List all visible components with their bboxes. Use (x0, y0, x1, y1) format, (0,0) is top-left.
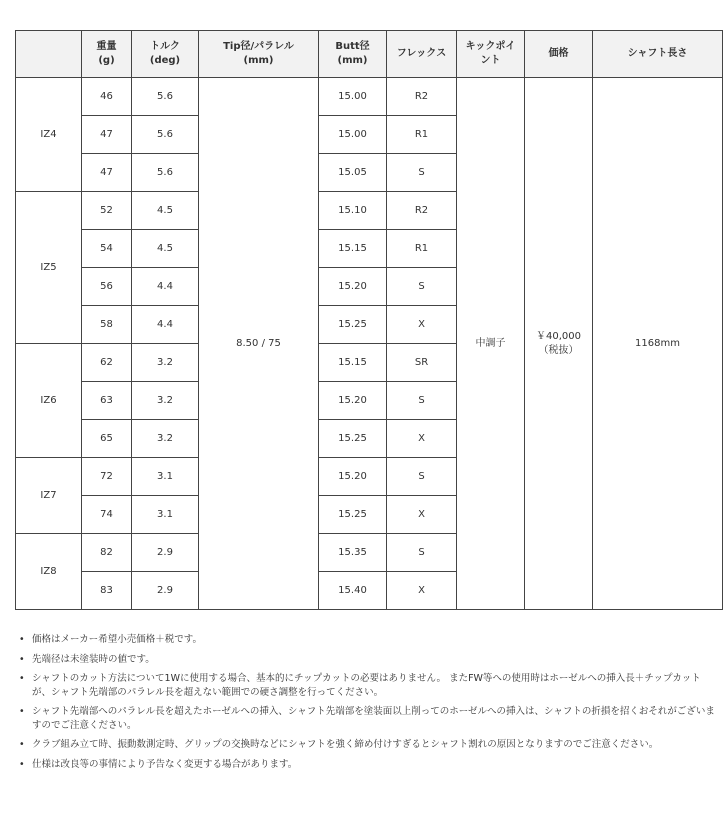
torque-cell: 4.5 (132, 230, 199, 268)
tip-parallel-cell: 8.50 / 75 (199, 78, 319, 610)
butt-cell: 15.20 (319, 382, 387, 420)
butt-cell: 15.00 (319, 78, 387, 116)
butt-cell: 15.25 (319, 306, 387, 344)
note-item: • 仕様は改良等の事情により予告なく変更する場合があります。 (15, 758, 715, 772)
torque-cell: 5.6 (132, 116, 199, 154)
flex-cell: R1 (387, 116, 457, 154)
torque-cell: 3.1 (132, 496, 199, 534)
header-model (16, 31, 82, 78)
weight-cell: 46 (82, 78, 132, 116)
note-item: • 先端径は未塗装時の値です。 (15, 653, 715, 667)
torque-cell: 4.5 (132, 192, 199, 230)
weight-cell: 82 (82, 534, 132, 572)
weight-cell: 62 (82, 344, 132, 382)
flex-cell: R2 (387, 78, 457, 116)
butt-cell: 15.00 (319, 116, 387, 154)
header-price: 価格 (525, 31, 593, 78)
flex-cell: S (387, 534, 457, 572)
flex-cell: X (387, 420, 457, 458)
torque-cell: 3.1 (132, 458, 199, 496)
flex-cell: X (387, 306, 457, 344)
torque-cell: 4.4 (132, 268, 199, 306)
butt-cell: 15.40 (319, 572, 387, 610)
butt-cell: 15.25 (319, 420, 387, 458)
header-row (16, 31, 723, 78)
weight-cell: 58 (82, 306, 132, 344)
note-item: • シャフト先端部へのパラレル長を超えたホーゼルへの挿入、シャフト先端部を塗装面以上削ってのホーゼルへの挿入は、シャフトの折損を招くおそれがございますのでご注意ください。 (15, 705, 715, 732)
flex-cell: SR (387, 344, 457, 382)
butt-cell: 15.35 (319, 534, 387, 572)
torque-cell: 3.2 (132, 420, 199, 458)
header-weight: 重量 (g) (82, 31, 132, 78)
torque-cell: 2.9 (132, 572, 199, 610)
shaft-length-cell: 1168mm (593, 78, 723, 610)
weight-cell: 63 (82, 382, 132, 420)
weight-cell: 54 (82, 230, 132, 268)
butt-cell: 15.15 (319, 344, 387, 382)
weight-cell: 52 (82, 192, 132, 230)
header-kick-point: キックポイ ント (457, 31, 525, 78)
flex-cell: S (387, 154, 457, 192)
weight-cell: 56 (82, 268, 132, 306)
weight-cell: 74 (82, 496, 132, 534)
weight-cell: 65 (82, 420, 132, 458)
weight-cell: 72 (82, 458, 132, 496)
header-tip-parallel: Tip径/パラレル (mm) (199, 31, 319, 78)
butt-cell: 15.15 (319, 230, 387, 268)
butt-cell: 15.05 (319, 154, 387, 192)
header-torque: トルク (deg) (132, 31, 199, 78)
flex-cell: X (387, 496, 457, 534)
flex-cell: R2 (387, 192, 457, 230)
torque-cell: 3.2 (132, 382, 199, 420)
flex-cell: S (387, 268, 457, 306)
note-item: • クラブ組み立て時、振動数測定時、グリップの交換時などにシャフトを強く締め付けすぎるとシャフト割れの原因となりますのでご注意ください。 (15, 738, 715, 752)
spec-table-header (16, 31, 723, 78)
model-cell: IZ8 (16, 534, 82, 610)
notes-list (15, 633, 715, 777)
model-cell: IZ4 (16, 78, 82, 192)
weight-cell: 47 (82, 154, 132, 192)
model-cell: IZ6 (16, 344, 82, 458)
butt-cell: 15.25 (319, 496, 387, 534)
torque-cell: 5.6 (132, 78, 199, 116)
torque-cell: 3.2 (132, 344, 199, 382)
model-cell: IZ7 (16, 458, 82, 534)
note-item: • シャフトのカット方法について1Wに使用する場合、基本的にチップカットの必要はありません。 またFW等への使用時はホーゼルへの挿入長＋チップカットが、シャフト先端部のパラレル長を超えない範囲での硬さ調整を行ってください。 (15, 672, 715, 699)
weight-cell: 47 (82, 116, 132, 154)
model-cell: IZ5 (16, 192, 82, 344)
flex-cell: R1 (387, 230, 457, 268)
spec-table (15, 30, 723, 610)
header-shaft-length: シャフト長さ (593, 31, 723, 78)
torque-cell: 4.4 (132, 306, 199, 344)
butt-cell: 15.20 (319, 268, 387, 306)
butt-cell: 15.10 (319, 192, 387, 230)
torque-cell: 2.9 (132, 534, 199, 572)
note-item: • 価格はメーカー希望小売価格＋税です。 (15, 633, 715, 647)
flex-cell: S (387, 458, 457, 496)
spec-table-body (16, 78, 723, 610)
price-cell: ￥40,000 （税抜） (525, 78, 593, 610)
flex-cell: X (387, 572, 457, 610)
header-butt: Butt径 (mm) (319, 31, 387, 78)
kick-point-cell: 中調子 (457, 78, 525, 610)
weight-cell: 83 (82, 572, 132, 610)
butt-cell: 15.20 (319, 458, 387, 496)
torque-cell: 5.6 (132, 154, 199, 192)
flex-cell: S (387, 382, 457, 420)
header-flex: フレックス (387, 31, 457, 78)
table-row (16, 78, 723, 116)
